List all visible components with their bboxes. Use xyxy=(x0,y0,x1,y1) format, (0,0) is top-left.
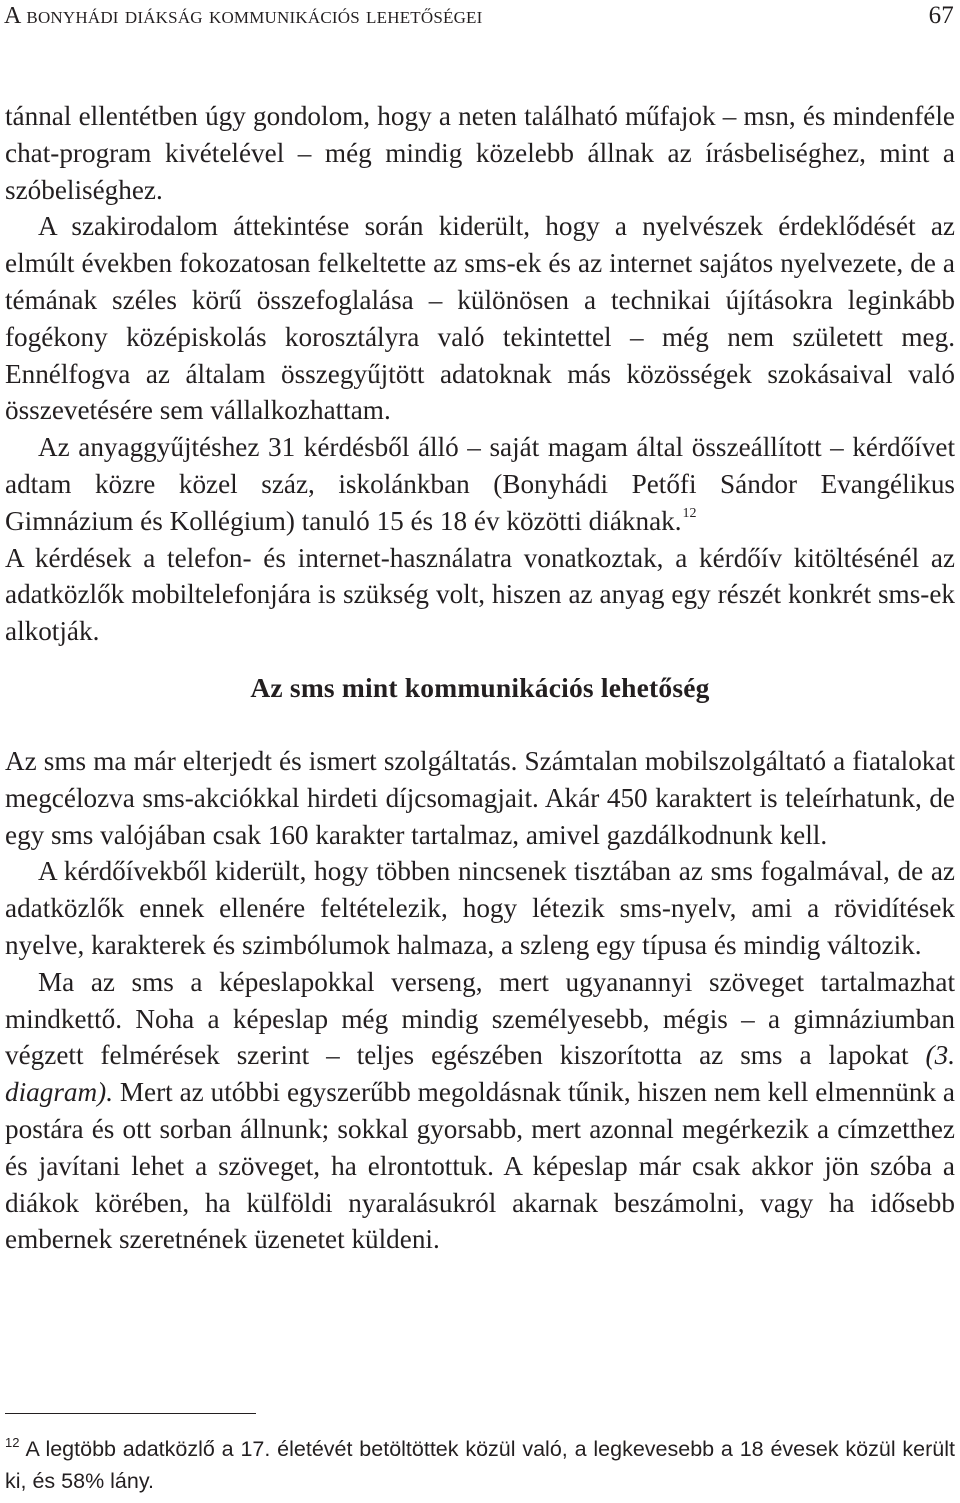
section-heading: Az sms mint kommunikációs lehetőség xyxy=(250,672,710,703)
footnote xyxy=(5,1433,955,1497)
paragraph-data-collection-text: Az anyaggyűjtéshez 31 kérdésből álló – saját magam által összeállított – kérdőívet adtam közre közel száz, iskolánkban (Bonyhádi Petőfi Sándor Evangélikus Gimnázium és Kollégium) tanuló 15 és 18 év közötti diáknak. xyxy=(5,432,955,536)
paragraph-sms-vs-postcard xyxy=(5,964,955,1258)
running-head xyxy=(4,2,954,36)
paragraph-literature-review: A szakirodalom áttekintése során kiderült, hogy a nyelvészek érdeklődését az elmúlt években fokozatosan felkeltette az sms-ek és az internet sajátos nyelvezete, de a témának széles körű összefoglalása – különösen a technikai újításokra leginkább fogékony középiskolás korosztályra való tekintettel – még nem született meg. Ennélfogva az általam összegyűjtött adatoknak más közösségek szokásaival való összevetésére sem vállalkozhattam. xyxy=(5,211,955,426)
paragraph-continued: tánnal ellentétben úgy gondolom, hogy a neten található műfajok – msn, és mindenféle chat-program kivételével – még mindig közelebb állnak az írásbeliséghez, mint a szóbeliséghez. xyxy=(5,101,955,205)
footnote-divider xyxy=(5,1413,256,1414)
section-text-block xyxy=(5,743,955,1258)
paragraph-sms-vs-postcard-end: Mert az utóbbi egyszerűbb megoldásnak tűnik, hiszen nem kell elmennünk a postára és ott sorban állnunk; sokkal gyorsabb, mert azonnal megérkezik a címzetthez és javítani lehet a szöveget, ha elrontottuk. A képeslap már csak akkor jön szóba a diákok körében, ha külföldi nyaralásukról akarnak beszámolni, vagy ha idősebb embernek szeretnének üzenetet küldeni. xyxy=(5,1077,955,1255)
footnote-number: 12 xyxy=(5,1435,20,1450)
intro-text-block xyxy=(5,98,955,650)
running-title: A bonyhádi diákság kommunikációs lehetőségei xyxy=(4,3,483,29)
paragraph-sms-service: Az sms ma már elterjedt és ismert szolgáltatás. Számtalan mobilszolgáltató a fiatalokat megcélozva sms-akciókkal hirdeti díjcsomagjait. Akár 450 karaktert is teleírhatunk, de egy sms valójában csak 160 karakter tartalmaz, amivel gazdálkodnunk kell. xyxy=(5,746,955,850)
page-number: 67 xyxy=(928,2,954,29)
paragraph-sms-vs-postcard-start: Ma az sms a képeslapokkal verseng, mert ugyanannyi szöveget tartalmazhat mindkettő. Noha a képeslap még mindig személyesebb, mégis – a gimnáziumban végzett felmérések szerint – teljes egészében kiszorította az sms a lapokat xyxy=(5,966,955,1071)
paragraph-sms-concept: A kérdőívekből kiderült, hogy többen nincsenek tisztában az sms fogalmával, de az adatközlők ennek ellenére feltételezik, hogy létezik sms-nyelv, ami a rövidítések nyelve, karakterek és szimbólumok halmaza, a szleng egy típusa és mindig változik. xyxy=(5,856,955,960)
paragraph-data-collection xyxy=(5,429,955,539)
paragraph-questionnaire: A kérdések a telefon- és internet-használatra vonatkoztak, a kérdőív kitöltésénél az adatközlők mobiltelefonjára is szükség volt, hiszen az anyag egy részét konkrét sms-ek alkotják. xyxy=(5,542,955,647)
diagram-reference: (3. diagram). xyxy=(5,1040,955,1108)
footnote-reference[interactable]: 12 xyxy=(682,505,697,521)
footnote-text: A legtöbb adatközlő a 17. életévét betöltöttek közül való, a legkevesebb a 18 évesek közül került ki, és 58% lány. xyxy=(5,1437,955,1493)
